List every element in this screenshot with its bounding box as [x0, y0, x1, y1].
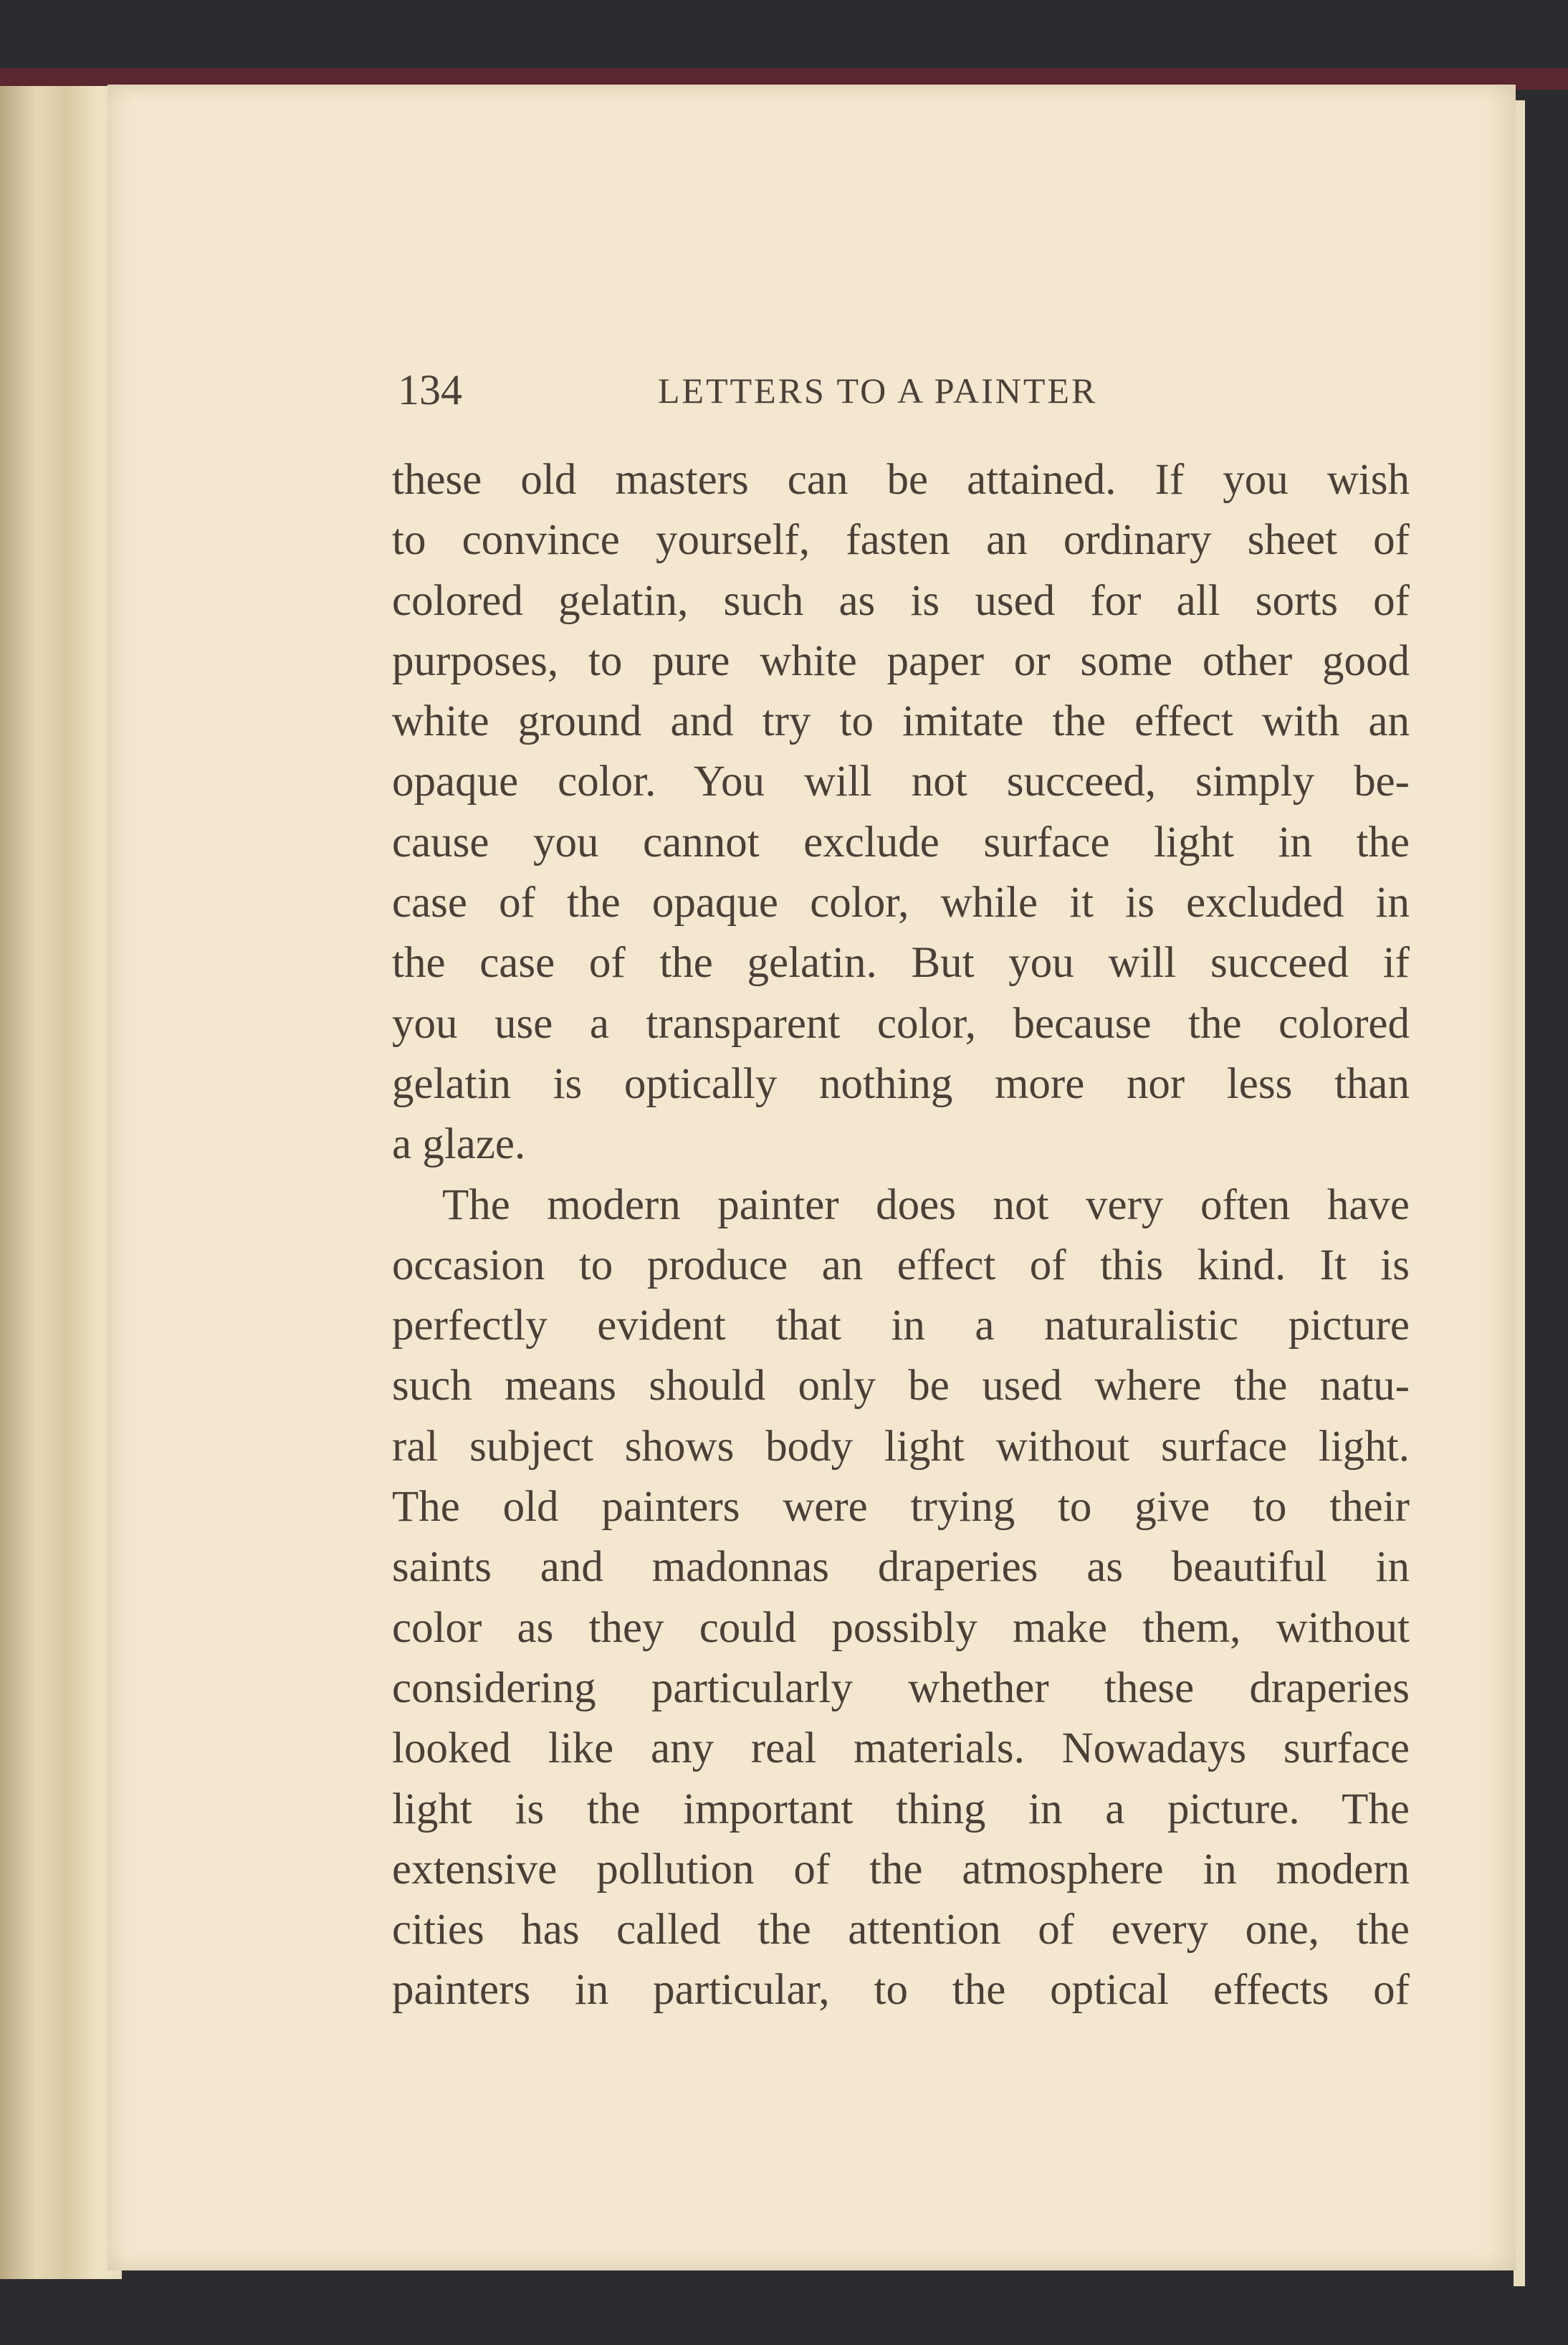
- text-line: saints and madonnas draperies as beautiful in: [392, 1543, 1410, 1592]
- text-line: color as they could possibly make them, without: [392, 1603, 1410, 1652]
- book-page: [107, 85, 1516, 2270]
- text-line: purposes, to pure white paper or some other good: [392, 636, 1410, 685]
- body-text: [392, 450, 1410, 2021]
- text-line: The modern painter does not very often have: [442, 1180, 1410, 1229]
- text-line: extensive pollution of the atmosphere in modern: [392, 1845, 1410, 1893]
- text-line: light is the important thing in a picture. The: [392, 1785, 1410, 1833]
- text-line: painters in particular, to the optical effects of: [392, 1966, 1410, 2015]
- text-line: to convince yourself, fasten an ordinary sheet of: [392, 516, 1410, 565]
- page-header: [107, 366, 1516, 416]
- text-line: a glaze.: [392, 1120, 526, 1169]
- text-line: these old masters can be attained. If you wish: [392, 456, 1410, 504]
- text-line: cities has called the attention of every one, the: [392, 1906, 1410, 1954]
- text-line: you use a transparent color, because the colored: [392, 999, 1410, 1048]
- text-line: considering particularly whether these draperies: [392, 1663, 1410, 1712]
- text-line: The old painters were trying to give to their: [392, 1483, 1410, 1532]
- text-line: colored gelatin, such as is used for all sorts of: [392, 576, 1410, 625]
- text-line: perfectly evident that in a naturalistic picture: [392, 1302, 1410, 1350]
- text-line: case of the opaque color, while it is excluded in: [392, 879, 1410, 927]
- text-line: looked like any real materials. Nowadays surface: [392, 1724, 1410, 1773]
- text-line: the case of the gelatin. But you will succeed if: [392, 939, 1410, 988]
- running-title: LETTERS TO A PAINTER: [658, 371, 1098, 411]
- text-line: occasion to produce an effect of this kind. It is: [392, 1241, 1410, 1289]
- text-line: ral subject shows body light without surface light.: [392, 1422, 1410, 1471]
- text-line: gelatin is optically nothing more nor less than: [392, 1059, 1410, 1108]
- page-stack-edge: [0, 86, 122, 2279]
- text-line: cause you cannot exclude surface light in the: [392, 818, 1410, 866]
- text-line: opaque color. You will not succeed, simply be-: [392, 758, 1410, 806]
- text-line: such means should only be used where the natu-: [392, 1362, 1410, 1410]
- page-number: 134: [398, 366, 462, 414]
- text-line: white ground and try to imitate the effect with an: [392, 697, 1410, 746]
